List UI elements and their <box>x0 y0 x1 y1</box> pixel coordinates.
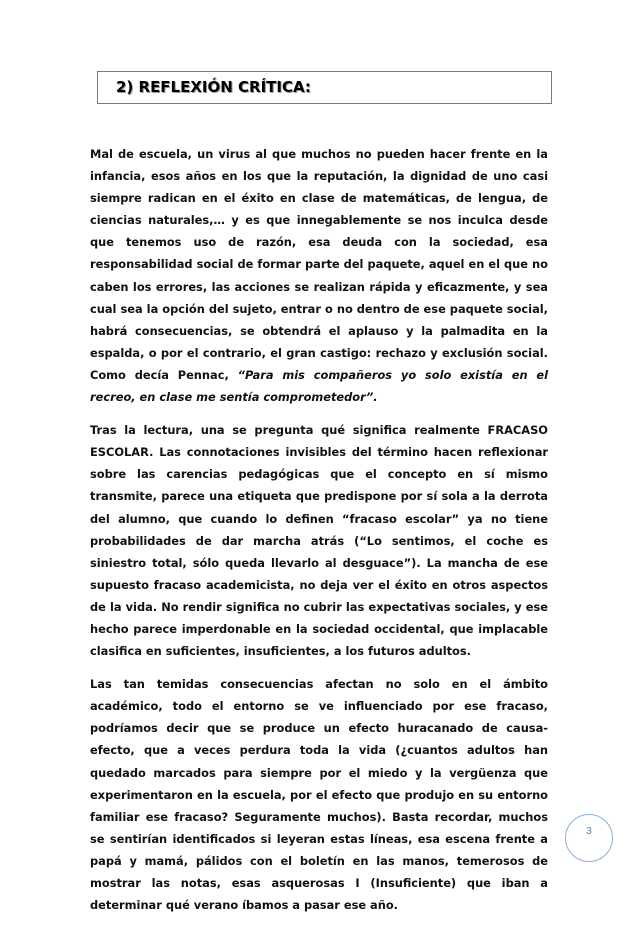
paragraph-3: Las tan temidas consecuencias afectan no solo en el ámbito académico, todo el entorno se ve influenciado por ese fracaso, podríamos decir que se produce un efecto huracanado de causa-efecto, que a veces perdura toda la vida (¿cuantos adultos han quedado marcados para siempre por el miedo y la vergüenza que experimentaron en la escuela, por el efecto que produjo en su entorno familiar ese fracaso? Seguramente muchos). Basta recordar, muchos se sentirían identificados si leyeran estas líneas, esa escena frente a papá y mamá, pálidos con el boletín en las manos, temerosos de mostrar las notas, esas asquerosas I (Insuficiente) que iban a determinar qué verano íbamos a pasar ese año. <box>90 677 548 913</box>
paragraph-1 <box>90 143 548 408</box>
section-heading-box <box>97 71 552 104</box>
section-heading: 2) REFLEXIÓN CRÍTICA: <box>116 78 311 96</box>
paragraph-2: Tras la lectura, una se pregunta qué significa realmente FRACASO ESCOLAR. Las connotaciones invisibles del término hacen reflexionar sobre las carencias pedagógicas que el concepto en sí mismo transmite, parece una etiqueta que predispone por sí sola a la derrota del alumno, que cuando lo definen “fracaso escolar” ya no tiene probabilidades de dar marcha atrás (“Lo sentimos, el coche es siniestro total, sólo queda llevarlo al desguace”). La mancha de ese supuesto fracaso academicista, no deja ver el éxito en otros aspectos de la vida. No rendir significa no cubrir las expectativas sociales, y ese hecho parece imperdonable en la sociedad occidental, que implacable clasifica en suficientes, insuficientes, a los futuros adultos. <box>90 423 548 659</box>
body-text <box>90 143 548 927</box>
paragraph-1-text: Mal de escuela, un virus al que muchos no pueden hacer frente en la infancia, esos años en los que la reputación, la dignidad de uno casi siempre radican en el éxito en clase de matemáticas, de lengua, de ciencias naturales,… y es que innegablemente se nos inculca desde que tenemos uso de razón, esa deuda con la sociedad, esa responsabilidad social de formar parte del paquete, aquel en el que no caben los errores, las acciones se realizan rápida y eficazmente, y sea cual sea la opción del sujeto, entrar o no dentro de ese paquete social, habrá consecuencias, se obtendrá el aplauso y la palmadita en la espalda, o por el contrario, el gran castigo: rechazo y exclusión social. Como decía Pennac, <box>90 147 548 382</box>
pennac-quote: “Para mis compañeros yo solo existía en el recreo, en clase me sentía comprometedor”. <box>90 367 548 405</box>
page-number-badge <box>565 814 613 862</box>
page-number: 3 <box>586 826 592 837</box>
